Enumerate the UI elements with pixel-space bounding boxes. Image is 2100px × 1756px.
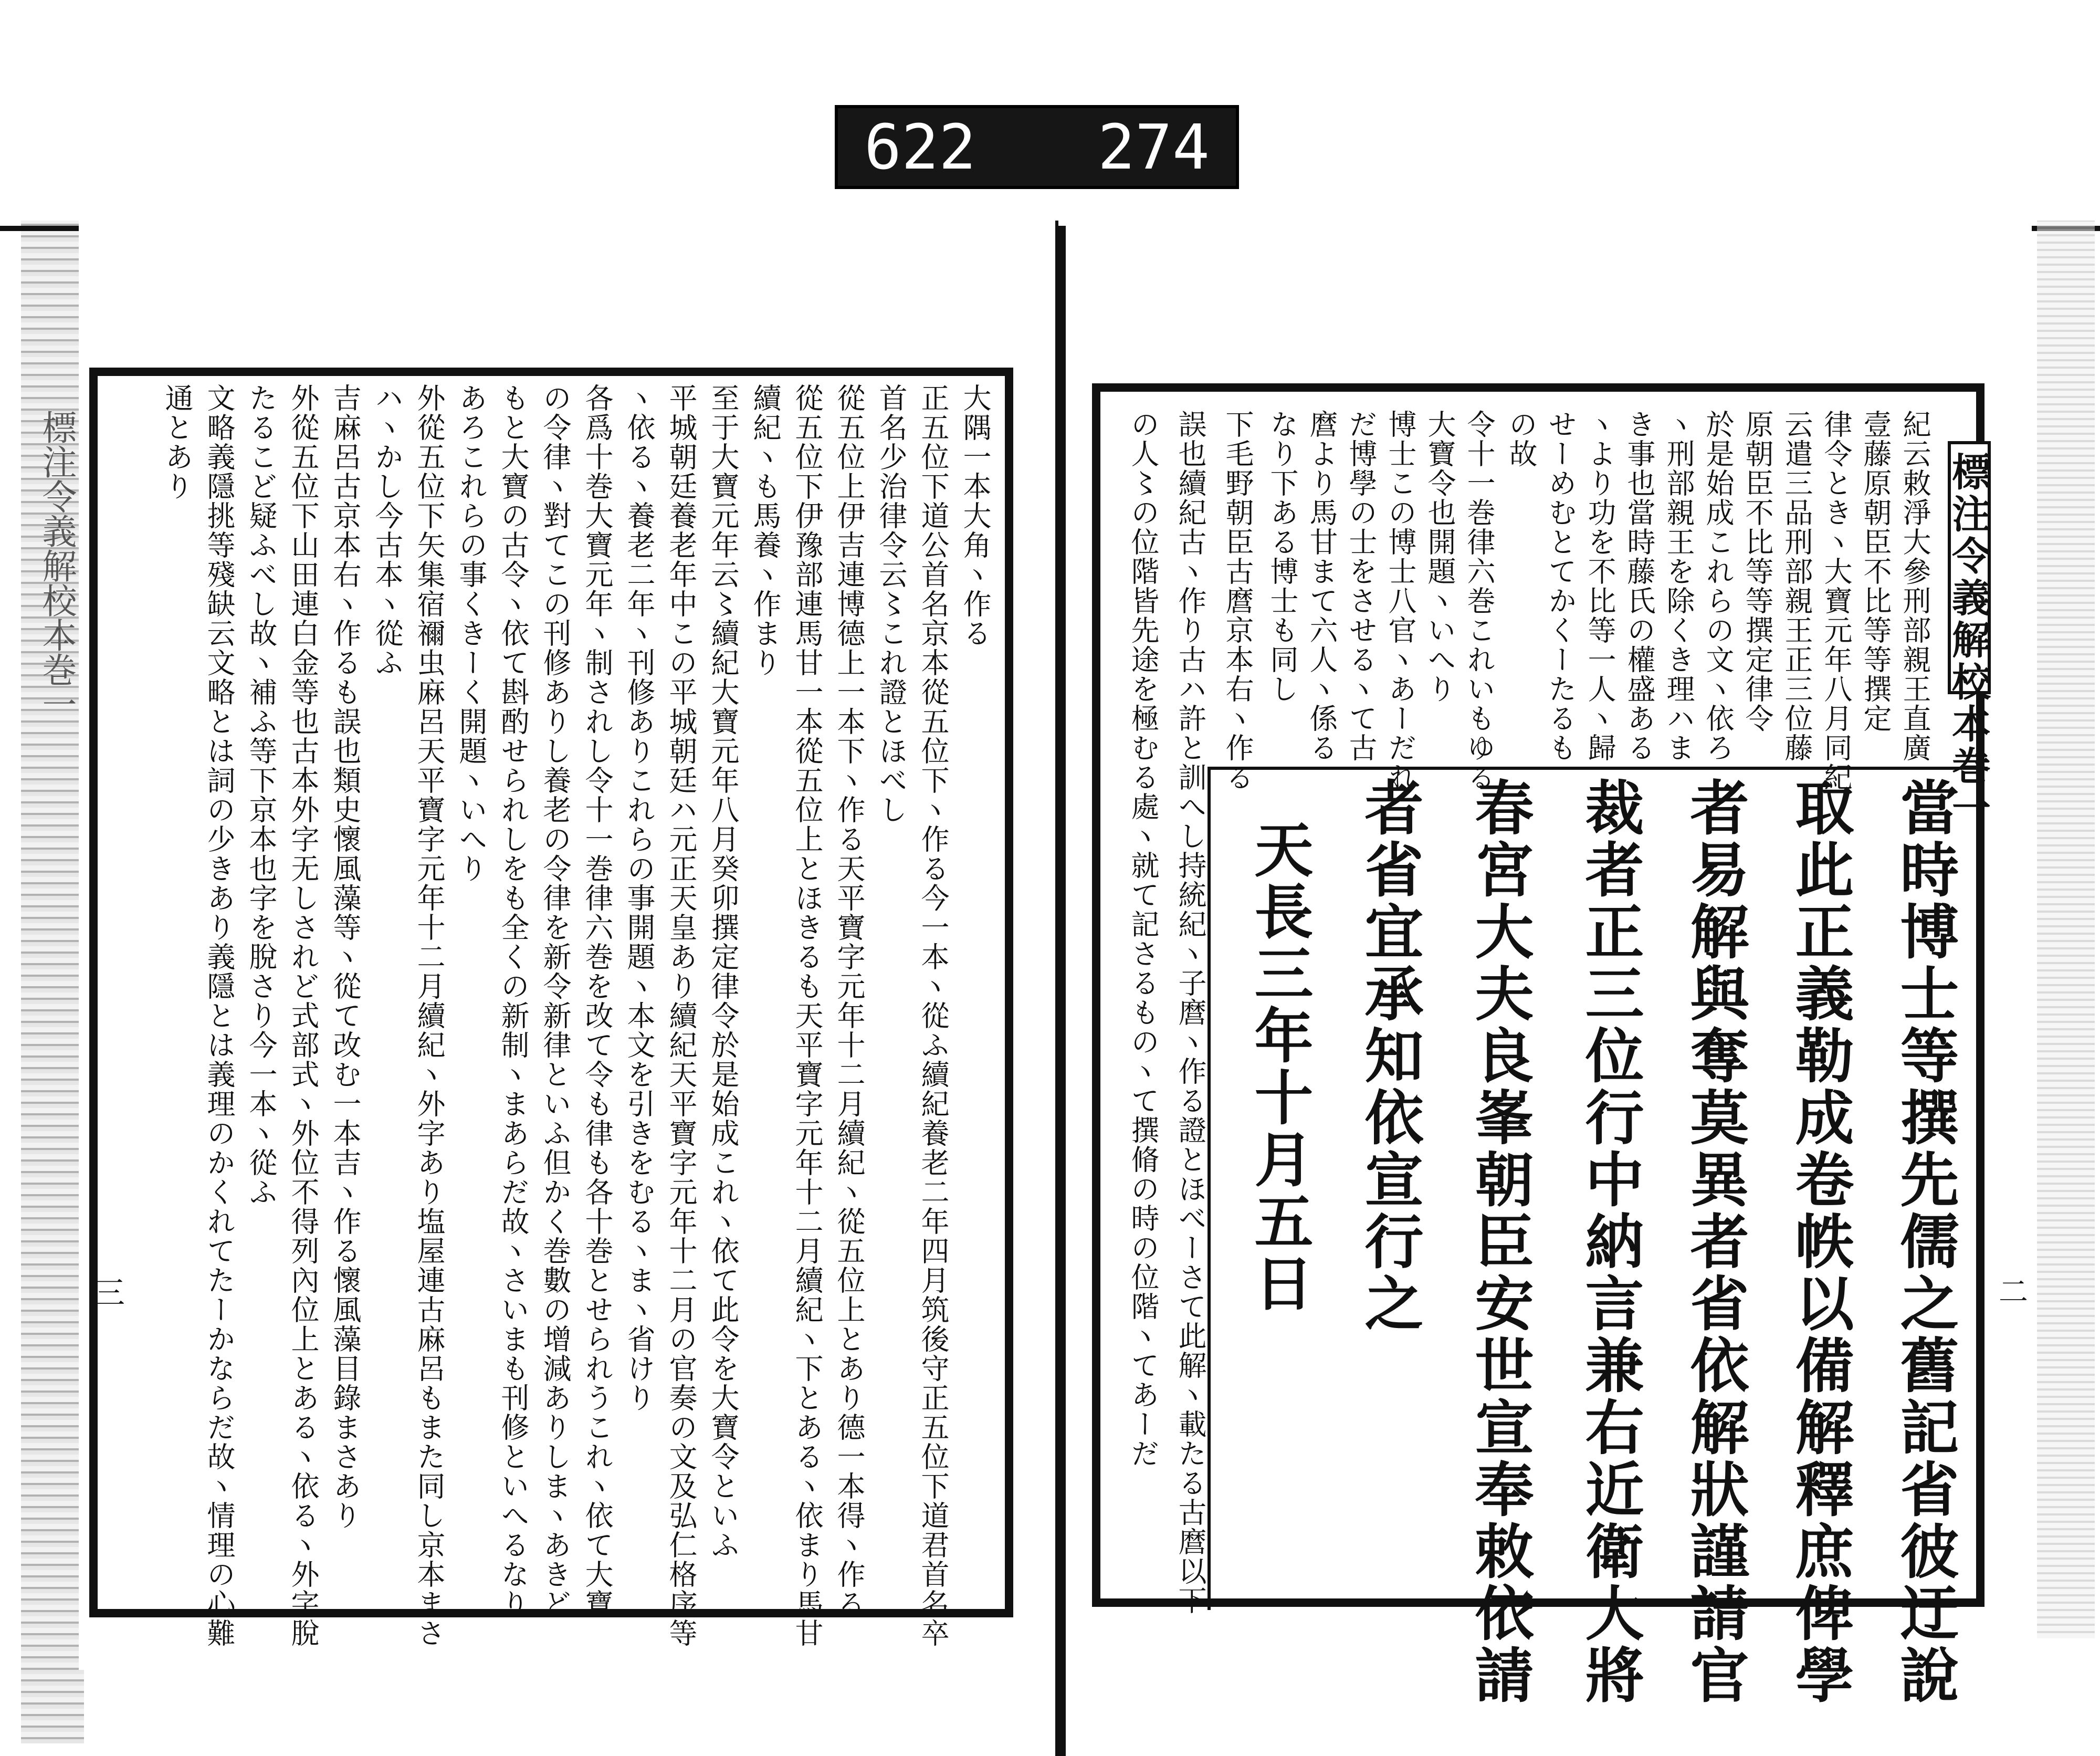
left-text-column: もと大寶の古令ヽ依て斟酌せられしをも全くの新制ヽまあらだ故ヽさいまも刊修といへるなり: [497, 383, 530, 1618]
right-commentary-column: ヽより功を不比等一人ヽ歸: [1583, 410, 1616, 762]
main-text-column: 取此正義勒成卷帙以備解釋庶俾學: [1786, 777, 1854, 1707]
book-edge-right: [2037, 221, 2095, 1638]
right-commentary-column: 紀云敕淨大參刑部親王直廣: [1898, 410, 1931, 762]
left-text-column: 通とあり: [161, 383, 194, 501]
left-text-column: 從五位上伊吉連博德上一本下ヽ作る天平寶字元年十二月續紀ヽ從五位上とあり德一本得ヽ作る: [833, 383, 866, 1618]
left-text-column: 外從五位下山田連白金等也古本外字无しされど式部式ヽ外位不得列內位上とあるヽ依るヽ外字脫: [287, 383, 320, 1648]
right-commentary-column: 下毛野朝臣古麿京本右ヽ作る: [1221, 410, 1254, 792]
right-commentary-column: 誤也續紀古ヽ作り古ハ許と訓へし持統紀ヽ子麿ヽ作る證とほべーさて此解ヽ載たる古麿以下: [1174, 410, 1207, 1615]
left-text-column: 大隅一本大角ヽ作る: [959, 383, 992, 648]
date-line: 天長三年十月五日: [1245, 819, 1314, 1315]
right-commentary-column: 律令ときヽ大寶元年八月同紀: [1820, 410, 1853, 792]
left-text-column: 從五位下伊豫部連馬甘一本從五位上とほきるも天平寶字元年十二月續紀ヽ下とあるヽ依まり馬甘: [791, 383, 824, 1648]
left-text-column: 平城朝廷養老年中この平城朝廷ハ元正天皇あり續紀天平寶字元年十二月の官奏の文及弘仁格序等: [665, 383, 698, 1648]
right-commentary-column: 壹藤原朝臣不比等等撰定: [1859, 410, 1892, 733]
stamp-number-right: 274: [1097, 111, 1210, 183]
main-text-column: 者省宜承知依宣行之: [1355, 777, 1424, 1335]
right-commentary-column: の故: [1505, 410, 1538, 468]
main-text-column: 春宮大夫良峯朝臣安世宣奉敕依請: [1465, 777, 1534, 1707]
left-text-column: ヽ依るヽ養老二年ヽ刊修ありこれらの事開題ヽ本文を引きをむるヽまヽ省けり: [623, 383, 656, 1413]
right-commentary-column: 博士この博士八官ヽあーだれ: [1384, 410, 1417, 792]
archive-stamp: [835, 105, 1239, 189]
right-commentary-column: 於是始成これらの文ヽ依ろ: [1702, 410, 1735, 762]
left-text-column: 續紀ヽも馬養ヽ作まり: [749, 383, 782, 677]
right-commentary-column: 云遣三品刑部親王正三位藤: [1780, 410, 1813, 762]
left-text-column: 首名少治律令云〻これ證とほべし: [875, 383, 908, 824]
right-commentary-column: なり下ある博士も同し: [1266, 410, 1299, 704]
right-commentary-column: 麿より馬甘まて六人ヽ係る: [1305, 410, 1338, 762]
left-text-column: 吉麻呂古京本右ヽ作るも誤也類史懷風藻等ヽ從て改む一本吉ヽ作る懷風藻目錄まさあり: [329, 383, 362, 1530]
right-commentary-column: 大寶令也開題ヽいへり: [1423, 410, 1456, 704]
left-text-column: あろこれらの事くきーく開題ヽいへり: [455, 383, 488, 883]
right-commentary-column: 令十一巻律六巻これいもゆる: [1463, 410, 1496, 792]
main-text-column: 者易解與奪莫異者省依解狀謹請官: [1681, 777, 1749, 1707]
left-text-column: 至于大寶元年云〻續紀大寶元年八月癸卯撰定律令於是始成これヽ依て此令を大寶令といふ: [707, 383, 740, 1560]
main-text-column: 當時博士等撰先儒之舊記省彼迂說: [1891, 777, 1959, 1707]
left-text-column: ハヽかし今古本ヽ從ふ: [371, 383, 404, 677]
left-text-column: 正五位下道公首名京本從五位下ヽ作る今一本ヽ從ふ續紀養老二年四月筑後守正五位下道君首名卒: [917, 383, 950, 1648]
book-gutter: [1055, 226, 1066, 1756]
stamp-number-left: 622: [864, 111, 976, 183]
right-commentary-column: ヽ刑部親王を除くき理ハま: [1662, 410, 1695, 762]
left-text-column: 文略義隱挑等殘缺云文略とは詞の少きあり義隱とは義理のかくれてたーかならだ故ヽ情理の心難: [203, 383, 236, 1648]
book-title: 標注令義解校本巻一: [1946, 452, 1991, 830]
right-commentary-column: だ博學の士をさせるヽて古: [1345, 410, 1378, 762]
spine-label: 標注令義解校本巻一: [36, 410, 77, 722]
right-commentary-column: き事也當時藤氏の權盛ある: [1623, 410, 1656, 762]
right-commentary-column: の人〻の位階皆先途を極むる處ヽ就て記さるものヽて撰脩の時の位階ヽてあーだ: [1127, 410, 1160, 1468]
page-number-left: 三: [88, 1276, 125, 1308]
main-text-column: 裁者正三位行中納言兼右近衛大將: [1576, 777, 1644, 1707]
left-text-column: 外從五位下矢集宿禰虫麻呂天平寶字元年十二月續紀ヽ外字あり塩屋連古麻呂もまた同し京本まさ: [413, 383, 446, 1648]
right-commentary-column: 原朝臣不比等等撰定律令: [1741, 410, 1774, 733]
left-text-column: の令律ヽ對てこの刊修ありし養老の令律を新令新律といふ但かく巻數の增減ありしまヽあきど: [539, 383, 572, 1618]
left-text-column: たるこど疑ふべし故ヽ補ふ等下京本也字を脫さり今一本ヽ從ふ: [245, 383, 278, 1207]
right-commentary-column: せーめむとてかくーたるも: [1544, 410, 1577, 762]
page-number-right: 二: [1994, 1276, 2028, 1305]
left-text-column: 各爲十巻大寶元年ヽ制されし令十一巻律六巻を改て令も律も各十巻とせられうこれヽ依て大寶: [581, 383, 614, 1618]
